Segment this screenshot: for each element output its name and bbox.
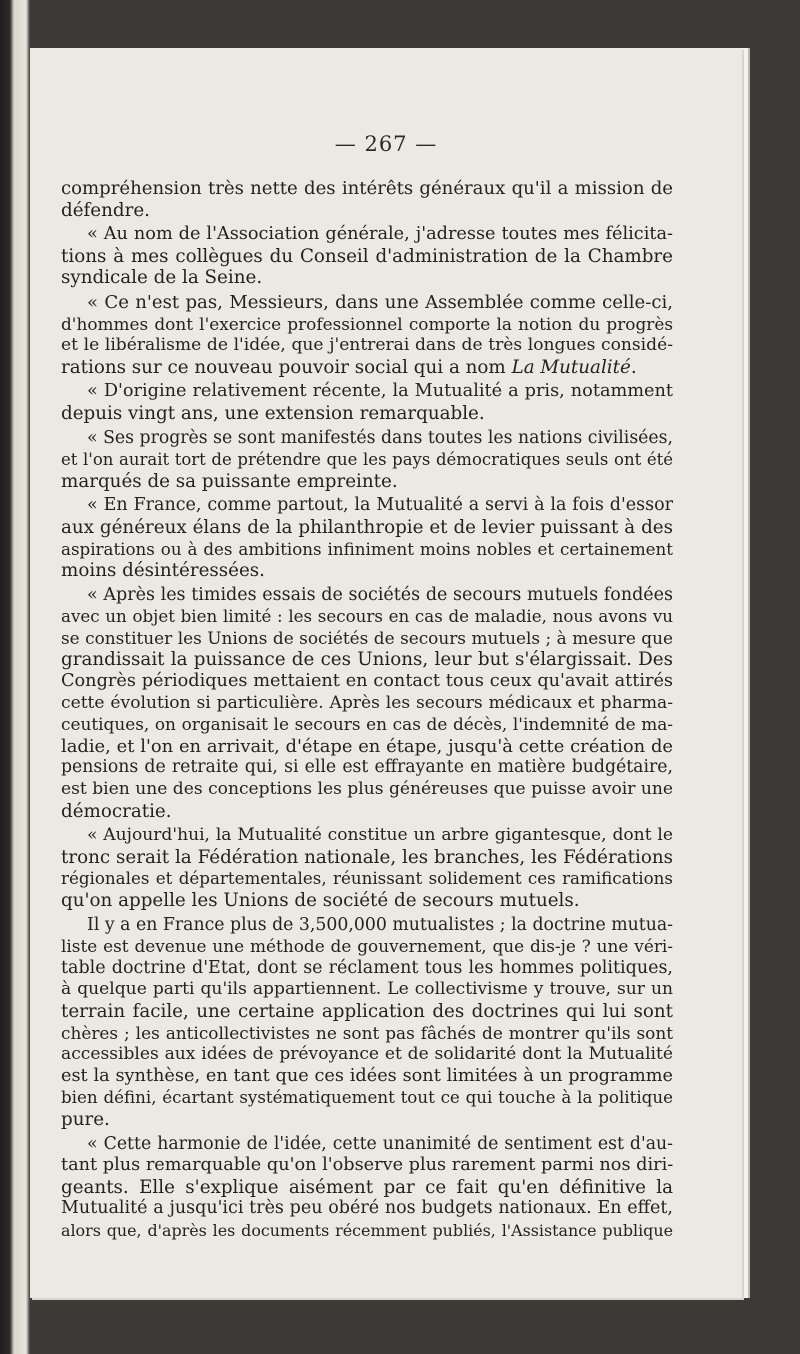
text-line: et le libéralisme de l'idée, que j'entrerai dans de très longues considé-	[61, 335, 673, 356]
text-line: défendre.	[61, 199, 150, 221]
paragraph	[61, 292, 673, 378]
text-line: « Après les timides essais de sociétés de secours mutuels fondées	[87, 584, 673, 605]
text-line: pensions de retraite qui, si elle est effrayante en matière budgétaire,	[61, 757, 673, 778]
paragraph	[61, 585, 673, 823]
previous-page-edge	[0, 0, 30, 1354]
text-line: ceutiques, on organisait le secours en cas de décès, l'indemnité de ma-	[61, 714, 673, 735]
text-line: geants. Elle s'explique aisément par ce fait qu'en définitive la	[61, 1176, 673, 1198]
text-line: démocratie.	[61, 800, 172, 822]
paragraph	[61, 224, 673, 289]
text-line: accessibles aux idées de prévoyance et de solidarité dont la Mutualité	[61, 1044, 673, 1065]
text-line: « Ce n'est pas, Messieurs, dans une Assemblée comme celle-ci,	[87, 291, 673, 313]
text-line: marqués de sa puissante empreinte.	[61, 470, 398, 492]
book-page	[30, 48, 742, 1298]
text-line: ladie, et l'on en arrivait, d'étape en étape, jusqu'à cette création de	[61, 735, 673, 757]
text-line: « D'origine relativement récente, la Mutualité a pris, notamment	[87, 381, 673, 402]
text-line: aspirations ou à des ambitions infiniment moins nobles et certainement	[61, 538, 673, 559]
text-line: grandissait la puissance de ces Unions, leur but s'élargissait. Des	[61, 649, 673, 671]
text-line: « Au nom de l'Association générale, j'adresse toutes mes félicita-	[87, 224, 673, 245]
text-line: régionales et départementales, réunissant solidement ces ramifications	[61, 868, 673, 889]
text-line: terrain facile, une certaine application des doctrines qui lui sont	[61, 1000, 673, 1022]
text-line: moins désintéressées.	[61, 560, 265, 582]
paragraph	[61, 178, 673, 221]
italic-title: La Mutualité	[511, 356, 631, 378]
text-line: à quelque parti qu'ils appartiennent. Le collectivisme y trouve, sur un	[61, 979, 673, 1000]
text-line: aux généreux élans de la philanthropie et de levier puissant à des	[61, 516, 673, 538]
text-line: Il y a en France plus de 3,500,000 mutualistes ; la doctrine mutua-	[87, 914, 673, 935]
text-line: depuis vingt ans, une extension remarquable.	[61, 402, 485, 424]
text-line: pure.	[61, 1108, 110, 1130]
text-line: syndicale de la Seine.	[61, 267, 263, 289]
paragraph	[61, 428, 673, 493]
text-line: Congrès périodiques mettaient en contact tous ceux qu'avait attirés	[61, 671, 673, 692]
text-line: tant plus remarquable qu'on l'observe plus rarement parmi nos diri-	[61, 1155, 674, 1176]
text-line: « Cette harmonie de l'idée, cette unanimité de sentiment est d'au-	[87, 1133, 673, 1154]
text-line: rations sur ce nouveau pouvoir social qui a nom La Mutualité.	[61, 356, 637, 378]
text-line: d'hommes dont l'exercice professionnel comporte la notion du progrès	[61, 313, 673, 334]
paragraph	[61, 915, 673, 1131]
paragraph	[61, 1134, 673, 1242]
text-line: tions à mes collègues du Conseil d'administration de la Chambre	[61, 245, 673, 267]
text-line: est la synthèse, en tant que ces idées sont limitées à un programme	[61, 1065, 673, 1086]
paragraph	[61, 381, 673, 424]
paragraph	[61, 825, 673, 911]
text-line: chères ; les anticollectivistes ne sont pas fâchés de montrer qu'ils sont	[61, 1022, 673, 1043]
text-line: bien défini, écartant systématiquement tout ce qui touche à la politique	[61, 1087, 673, 1108]
text-line: « Aujourd'hui, la Mutualité constitue un arbre gigantesque, dont le	[87, 825, 673, 846]
text-line: Mutualité a jusqu'ici très peu obéré nos budgets nationaux. En effet,	[61, 1198, 673, 1219]
text-line: compréhension très nette des intérêts généraux qu'il a mission de	[61, 178, 673, 199]
body-text	[61, 178, 673, 1242]
text-line: alors que, d'après les documents récemment publiés, l'Assistance publique	[61, 1220, 673, 1240]
text-line: liste est devenue une méthode de gouvernement, que dis-je ? une véri-	[61, 936, 673, 957]
page-number: — 267 —	[334, 132, 438, 156]
text-line: tronc serait la Fédération nationale, les branches, les Fédérations	[61, 846, 673, 868]
text-line: se constituer les Unions de sociétés de secours mutuels ; à mesure que	[61, 627, 673, 648]
text-line: avec un objet bien limité : les secours en cas de maladie, nous avons vu	[61, 606, 673, 627]
text-line: cette évolution si particulière. Après les secours médicaux et pharma-	[61, 692, 673, 713]
paragraph	[61, 495, 673, 581]
text-line: « En France, comme partout, la Mutualité a servi à la fois d'essor	[87, 495, 673, 516]
text-line: « Ses progrès se sont manifestés dans toutes les nations civilisées,	[87, 427, 673, 448]
text-line: qu'on appelle les Unions de société de secours mutuels.	[61, 890, 580, 911]
text-line: et l'on aurait tort de prétendre que les pays démocratiques seuls ont été	[61, 450, 673, 470]
text-line: est bien une des conceptions les plus généreuses que puisse avoir une	[61, 779, 673, 800]
text-line: table doctrine d'Etat, dont se réclament tous les hommes politiques,	[61, 957, 673, 978]
